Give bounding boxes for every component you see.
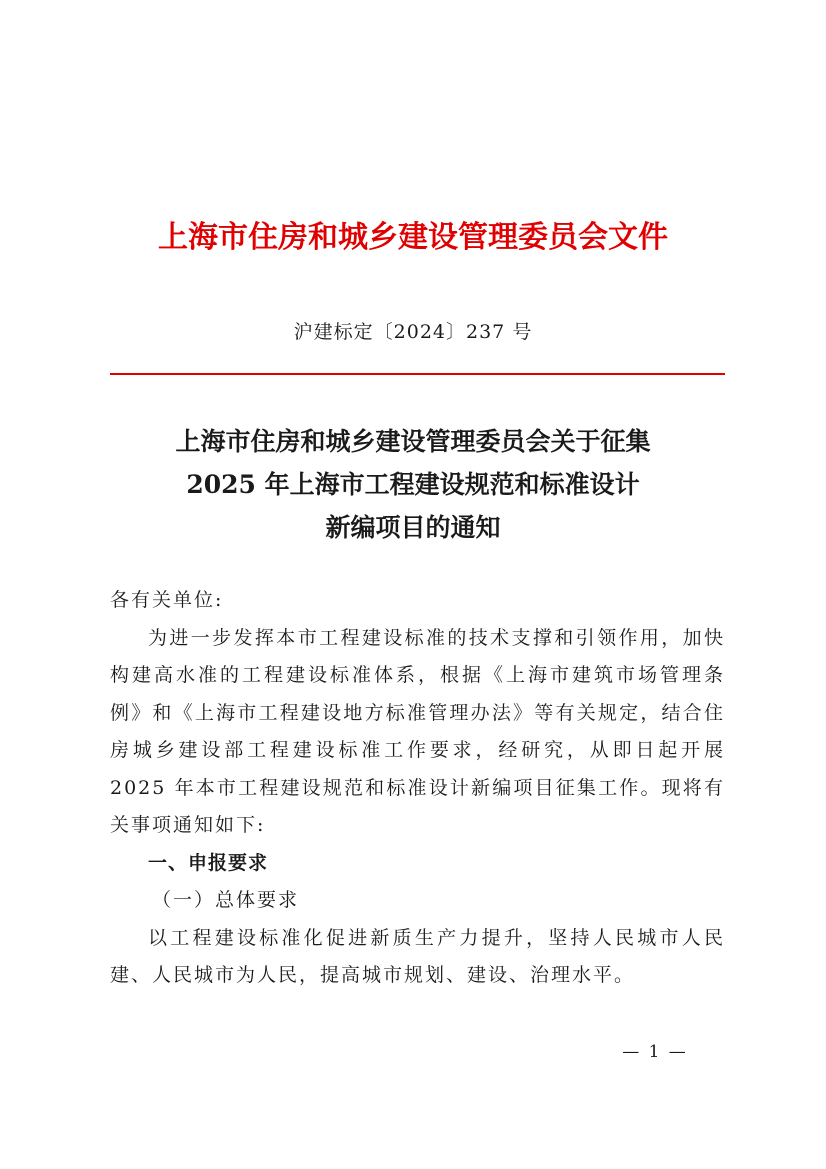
notice-title-line-1: 上海市住房和城乡建设管理委员会关于征集: [175, 427, 651, 456]
section-heading: 一、申报要求: [148, 851, 269, 874]
intro-paragraph: 为进一步发挥本市工程建设标准的技术支撑和引领作用，加快构建高水准的工程建设标准体系，根据《上海市建筑市场管理条例》和《上海市工程建设地方标准管理办法》等有关规定，结合住房城乡建设部工程建设标准工作要求，经研究，从即日起开展 2025 年本市工程建设规范和标准设计新编项目征集工作。现将有关事项通知如下:: [110, 626, 725, 836]
notice-title: [0, 420, 826, 549]
notice-title-line-2: 2025 年上海市工程建设规范和标准设计: [186, 470, 640, 499]
salutation: 各有关单位:: [110, 589, 224, 611]
document-number: 沪建标定〔2024〕237 号: [293, 321, 533, 343]
body-paragraph: 以工程建设标准化促进新质生产力提升，坚持人民城市人民建、人民城市为人民，提高城市规划、建设、治理水平。: [110, 926, 725, 986]
issuing-authority-header: 上海市住房和城乡建设管理委员会文件: [158, 220, 668, 255]
notice-title-line-3: 新编项目的通知: [325, 513, 501, 542]
subsection-heading: （一）总体要求: [152, 889, 300, 911]
page-number: — 1 —: [622, 1042, 688, 1062]
red-divider-line: [110, 373, 725, 375]
notice-body: [110, 582, 725, 995]
